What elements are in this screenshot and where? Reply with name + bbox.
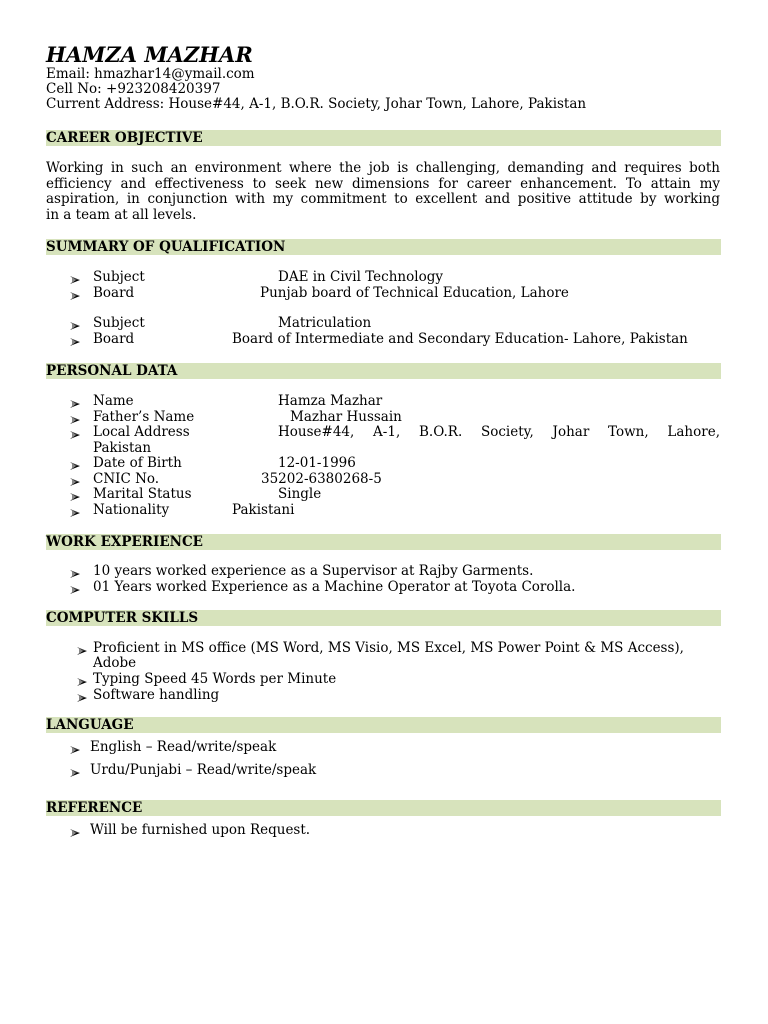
personal-value-continued: Pakistan <box>93 440 152 456</box>
personal-label: Name <box>93 393 134 409</box>
personal-value: 12-01-1996 <box>278 455 356 471</box>
computer-skills-heading: COMPUTER SKILLS <box>46 610 199 626</box>
qualification-label: Subject <box>93 315 145 331</box>
career-objective-text <box>46 161 720 223</box>
objective-line: aspiration, in conjunction with my commitment to excellent and positive attitude by working <box>46 191 720 207</box>
qualification-label: Board <box>93 285 135 301</box>
work-experience-heading: WORK EXPERIENCE <box>46 534 203 550</box>
arrow-bullet-icon <box>70 585 80 595</box>
personal-data-heading: PERSONAL DATA <box>46 363 178 379</box>
skill-item-continued: Adobe <box>93 655 137 671</box>
skill-item: Software handling <box>93 687 220 703</box>
skill-item: Proficient in MS office (MS Word, MS Visio, MS Excel, MS Power Point & MS Access), <box>93 640 684 656</box>
work-item: 01 Years worked Experience as a Machine Operator at Toyota Corolla. <box>93 579 576 595</box>
language-item: English – Read/write/speak <box>90 739 277 755</box>
personal-value: 35202-6380268-5 <box>261 471 382 487</box>
objective-line: efficiency and effectiveness to seek new dimensions for career enhancement. To attain my <box>46 175 720 192</box>
arrow-bullet-icon <box>77 646 87 656</box>
qualification-value: Punjab board of Technical Education, Lahore <box>260 285 569 301</box>
arrow-bullet-icon <box>70 275 80 285</box>
arrow-bullet-icon <box>70 508 80 518</box>
arrow-bullet-icon <box>70 768 80 778</box>
computer-skills-heading-band <box>46 610 721 626</box>
objective-line: Working in such an environment where the job is challenging, demanding and requires both <box>46 160 720 176</box>
reference-heading: REFERENCE <box>46 800 143 816</box>
arrow-bullet-icon <box>70 399 80 409</box>
arrow-bullet-icon <box>70 461 80 471</box>
arrow-bullet-icon <box>70 291 80 301</box>
career-objective-heading-band <box>46 130 721 146</box>
address-line: Current Address: House#44, A-1, B.O.R. Society, Johar Town, Lahore, Pakistan <box>46 96 587 112</box>
objective-line: in a team at all levels. <box>46 206 197 223</box>
arrow-bullet-icon <box>70 569 80 579</box>
personal-label: Father’s Name <box>93 409 195 425</box>
qualification-label: Board <box>93 331 135 347</box>
language-heading-band <box>46 717 721 733</box>
arrow-bullet-icon <box>70 321 80 331</box>
work-experience-heading-band <box>46 534 721 550</box>
personal-value: Pakistani <box>232 502 295 518</box>
arrow-bullet-icon <box>70 415 80 425</box>
language-item: Urdu/Punjabi – Read/write/speak <box>90 762 317 778</box>
reference-item: Will be furnished upon Request. <box>90 822 311 838</box>
work-item: 10 years worked experience as a Supervisor at Rajby Garments. <box>93 563 534 579</box>
arrow-bullet-icon <box>77 677 87 687</box>
personal-value: Mazhar Hussain <box>290 409 402 425</box>
qualification-value: Matriculation <box>278 315 372 331</box>
career-objective-heading: CAREER OBJECTIVE <box>46 130 203 146</box>
reference-heading-band <box>46 800 721 816</box>
arrow-bullet-icon <box>70 492 80 502</box>
personal-label: Local Address <box>93 424 190 440</box>
arrow-bullet-icon <box>70 745 80 755</box>
qualification-value: Board of Intermediate and Secondary Education- Lahore, Pakistan <box>232 331 688 347</box>
cell-line: Cell No: +923208420397 <box>46 81 221 97</box>
language-heading: LANGUAGE <box>46 717 134 733</box>
personal-value: Hamza Mazhar <box>278 393 383 409</box>
qualification-heading: SUMMARY OF QUALIFICATION <box>46 239 286 255</box>
personal-label: Nationality <box>93 502 170 518</box>
personal-label: Date of Birth <box>93 455 182 471</box>
qualification-label: Subject <box>93 269 145 285</box>
arrow-bullet-icon <box>70 828 80 838</box>
arrow-bullet-icon <box>70 477 80 487</box>
skill-item: Typing Speed 45 Words per Minute <box>93 671 337 687</box>
personal-label: CNIC No. <box>93 471 160 487</box>
personal-label: Marital Status <box>93 486 192 502</box>
arrow-bullet-icon <box>70 430 80 440</box>
personal-data-heading-band <box>46 363 721 379</box>
arrow-bullet-icon <box>77 693 87 703</box>
arrow-bullet-icon <box>70 337 80 347</box>
qualification-heading-band <box>46 239 721 255</box>
email-line: Email: hmazhar14@ymail.com <box>46 66 255 82</box>
personal-value: Single <box>278 486 322 502</box>
candidate-name: HAMZA MAZHAR <box>46 42 253 67</box>
personal-value: House#44, A-1, B.O.R. Society, Johar Town, Lahore, <box>278 424 720 440</box>
qualification-value: DAE in Civil Technology <box>278 269 443 285</box>
